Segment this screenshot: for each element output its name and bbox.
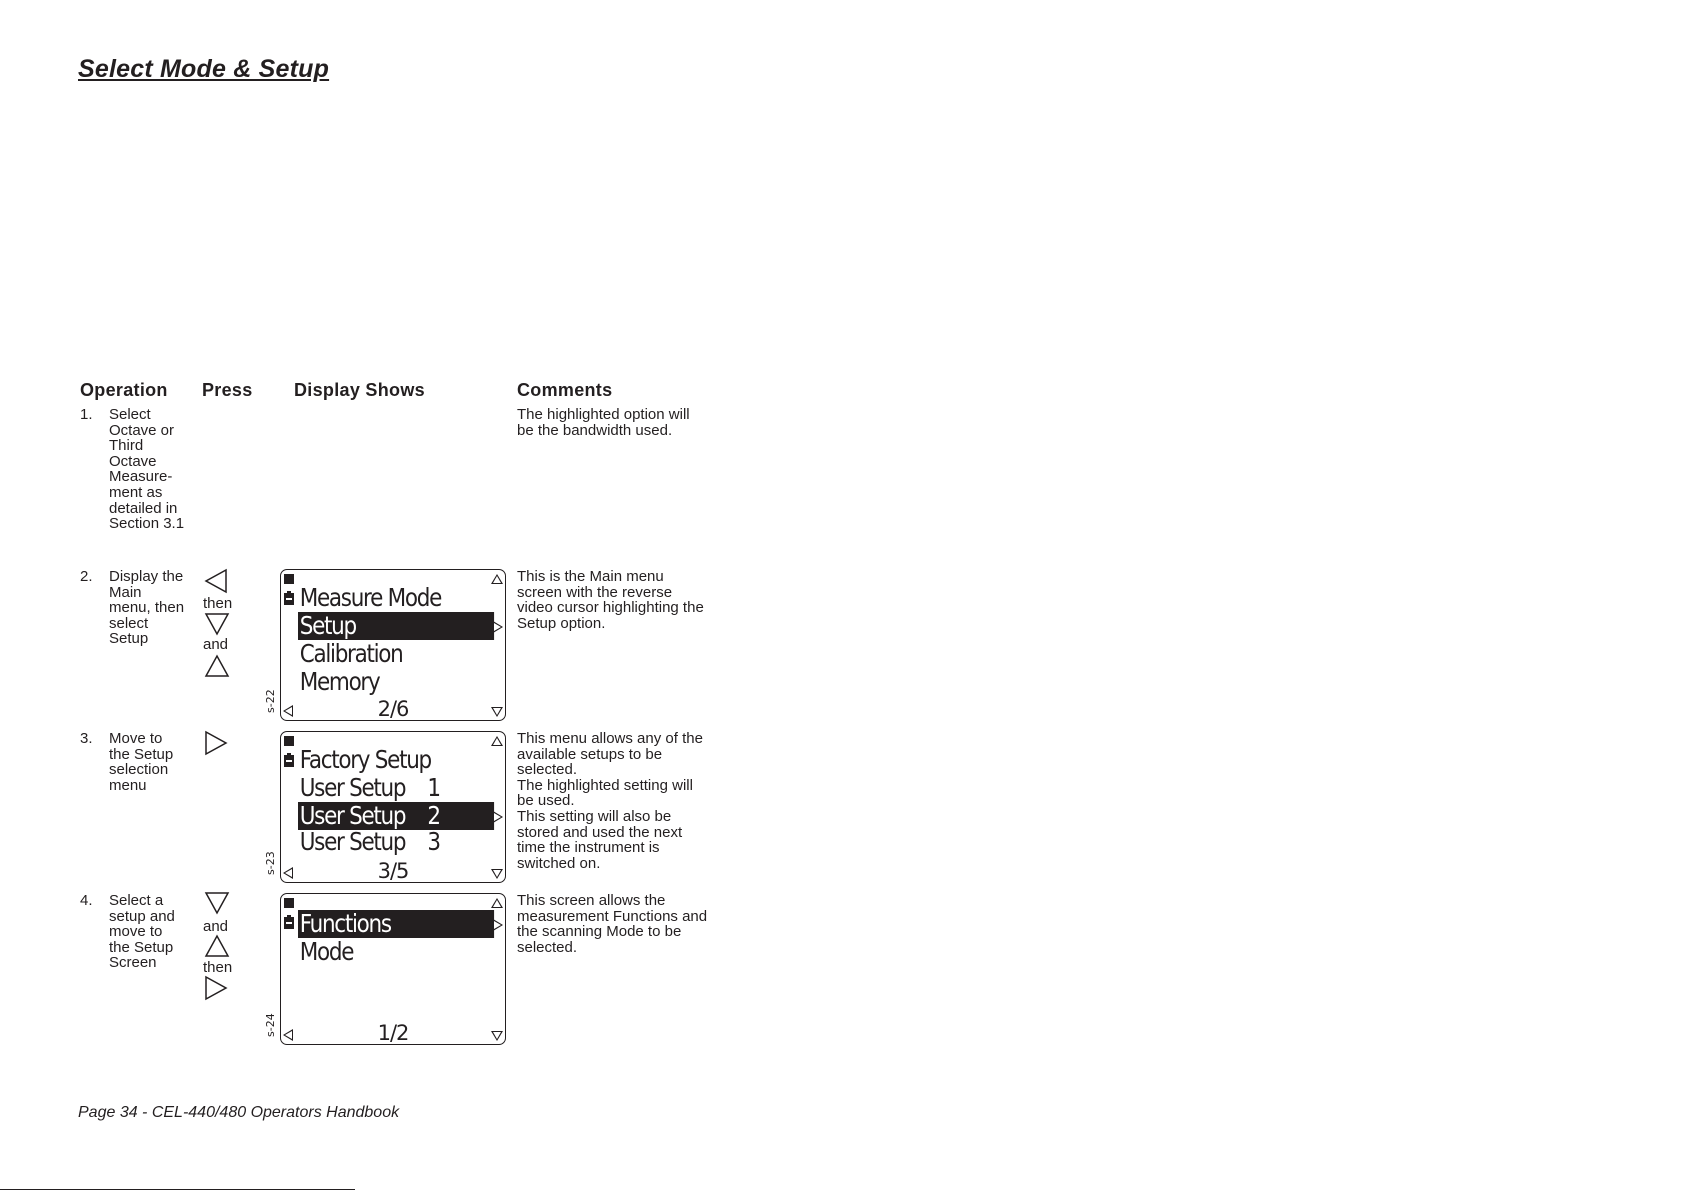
menu-line: Calibration — [299, 639, 403, 668]
menu-line: Mode — [299, 937, 354, 966]
status-square-icon — [284, 898, 294, 908]
down-key-icon — [204, 612, 230, 636]
lcd-display-main-menu — [280, 569, 506, 721]
header-press: Press — [202, 380, 253, 400]
menu-line: Measure Mode — [299, 583, 442, 612]
up-key-icon — [204, 654, 230, 678]
scroll-up-icon — [491, 898, 503, 908]
comment-text: The highlighted option will be the bandwidth used. — [517, 406, 690, 439]
menu-line: Memory — [299, 667, 380, 696]
lcd-display-setup-selection — [280, 731, 506, 883]
header-display: Display Shows — [294, 380, 425, 400]
scroll-up-icon — [491, 574, 503, 584]
operation-text: Select Octave or Third Octave Measure- ment as detailed in Section 3.1 — [109, 406, 185, 533]
up-key-icon — [204, 934, 230, 958]
page-title: Select Mode & Setup — [78, 55, 330, 83]
comment-text: This screen allows the measurement Functions and the scanning Mode to be selected. — [517, 892, 708, 956]
comment-text: This menu allows any of the available setups to be selected. The highlighted setting will be used. This setting will also be stored and used the next time the instrument is switched on. — [517, 730, 703, 872]
page-indicator: 1/2 — [377, 1021, 409, 1045]
comment-text: This is the Main menu screen with the reverse video cursor highlighting the Setup option. — [517, 568, 704, 632]
status-square-icon — [284, 574, 294, 584]
status-square-icon — [284, 736, 294, 746]
lcd-display-setup-screen — [280, 893, 506, 1045]
menu-line-highlighted: Setup — [298, 612, 494, 640]
scroll-down-icon — [491, 707, 503, 717]
page-footer: Page 34 - CEL-440/480 Operators Handbook — [78, 1104, 400, 1121]
menu-line: Factory Setup — [299, 745, 431, 774]
header-operation: Operation — [80, 380, 168, 400]
right-key-icon — [204, 730, 228, 756]
right-key-icon — [204, 975, 228, 1001]
menu-line-highlighted: User Setup 2 — [298, 802, 494, 830]
page-indicator: 3/5 — [377, 859, 409, 883]
step-number: 3. — [80, 730, 93, 747]
scroll-up-icon — [491, 736, 503, 746]
step-number: 2. — [80, 568, 93, 585]
enter-arrow-icon — [493, 811, 503, 823]
operation-text: Move to the Setup selection menu — [109, 730, 174, 794]
operation-text: Display the Main menu, then select Setup — [109, 568, 185, 648]
battery-icon — [284, 755, 294, 767]
down-key-icon — [204, 891, 230, 915]
scroll-down-icon — [491, 869, 503, 879]
scroll-down-icon — [491, 1031, 503, 1041]
bottom-divider — [0, 1189, 355, 1190]
screen-reference: s-24 — [264, 1013, 277, 1037]
step-number: 1. — [80, 406, 93, 423]
screen-reference: s-23 — [264, 851, 277, 875]
page-indicator: 2/6 — [377, 697, 409, 721]
menu-line: User Setup 3 — [299, 827, 440, 856]
battery-icon — [284, 917, 294, 929]
press-word: then — [203, 595, 233, 612]
operation-text: Select a setup and move to the Setup Screen — [109, 892, 175, 972]
menu-line-highlighted: Functions — [298, 910, 494, 938]
battery-icon — [284, 593, 294, 605]
enter-arrow-icon — [493, 621, 503, 633]
press-word: and — [203, 636, 229, 653]
step-number: 4. — [80, 892, 93, 909]
screen-reference: s-22 — [264, 689, 277, 713]
header-comments: Comments — [517, 380, 613, 400]
left-key-icon — [204, 568, 228, 594]
press-word: then — [203, 959, 233, 976]
enter-arrow-icon — [493, 919, 503, 931]
press-word: and — [203, 918, 229, 935]
menu-line: User Setup 1 — [299, 773, 440, 802]
